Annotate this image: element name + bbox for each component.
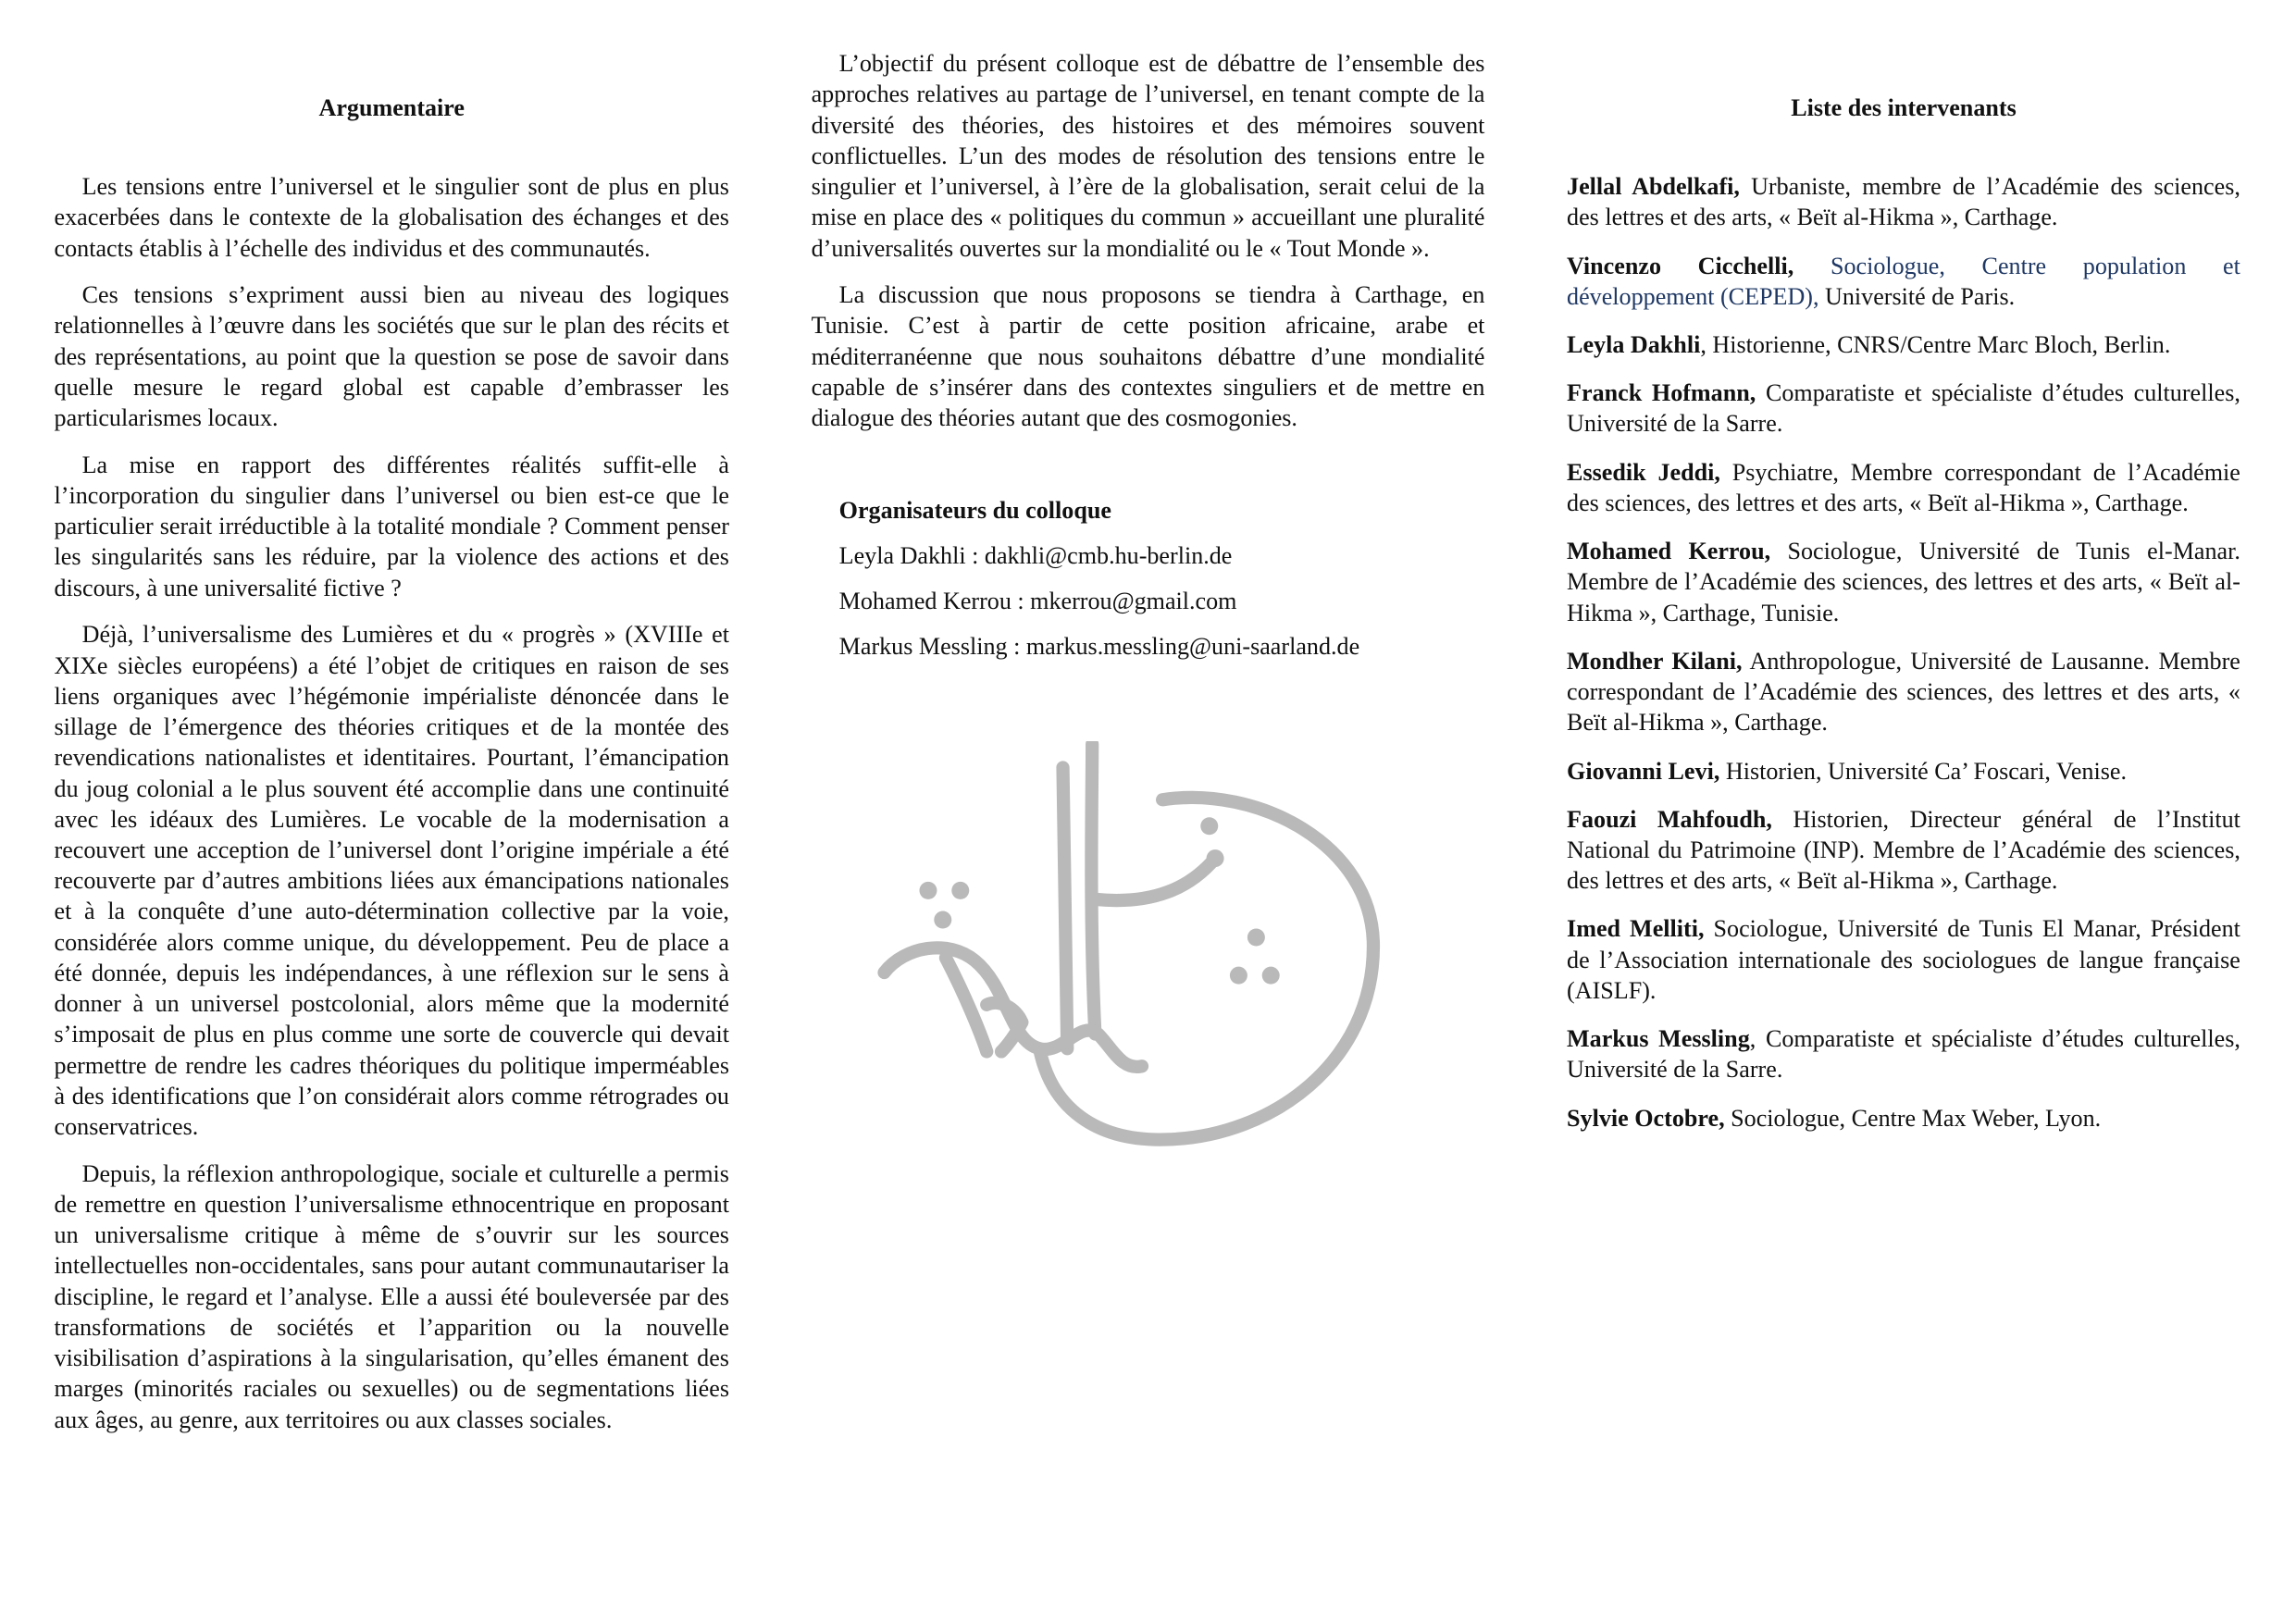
argumentaire-title: Argumentaire — [318, 93, 465, 121]
intervenant-details: Historien, Université Ca’ Foscari, Venise. — [1719, 757, 2127, 785]
intervenant-details: Sociologue, Université de Tunis el-Manar. Membre de l’Académie des sciences, des lettres et des arts, « Beït al-Hikma », Carthage, Tunisie. — [1567, 538, 2240, 626]
arabic-calligraphy-logo-icon — [875, 741, 1417, 1166]
intervenant-name: Essedik Jeddi, — [1567, 458, 1720, 486]
intervenant-name: Markus Messling — [1567, 1025, 1750, 1053]
intervenant-item — [1567, 457, 2240, 518]
intervenant-item — [1567, 329, 2240, 360]
intervenant-affiliation-link: Sociologue, Centre population et développement (CEPED), — [1567, 252, 2240, 310]
intervenant-name: Mondher Kilani, — [1567, 647, 1743, 675]
intervenant-name: Sylvie Octobre, — [1567, 1104, 1725, 1132]
intervenant-details: Historien, Directeur général de l’Institut National du Patrimoine (INP). Membre de l’Académie des sciences, des lettres et des arts, « Beït al-Hikma », Carthage. — [1567, 805, 2240, 895]
intervenant-details: Sociologue, Université de Tunis El Manar, Président de l’Association internationale des sociologues de langue française (AISLF). — [1567, 915, 2240, 1004]
intervenant-details: Urbaniste, membre de l’Académie des sciences, des lettres et des arts, « Beït al-Hikma », Carthage. — [1567, 173, 2240, 231]
intervenant-details: Université de Paris. — [1818, 282, 2016, 310]
intervenant-name: Jellal Abdelkafi, — [1567, 173, 1740, 201]
intervenant-details: Anthropologue, Université de Lausanne. Membre correspondant de l’Académie des sciences, des lettres et des arts, « Beït al-Hikma », Carthage. — [1567, 647, 2240, 737]
organisateurs-title: Organisateurs du colloque — [838, 496, 1111, 524]
logo-strokes — [885, 744, 1373, 1139]
objectif-paragraph: La discussion que nous proposons se tiendra à Carthage, en Tunisie. C’est à partir de cette position africaine, arabe et méditerranéenne que nous souhaitons débattre d’une mondialité capable de s’insérer dans des contextes singuliers et de mettre en dialogue des théories autant que des cosmogonies. — [811, 281, 1485, 432]
intervenants-list — [1567, 171, 2240, 1134]
objectif-column — [812, 48, 1485, 1165]
intervenant-item — [1567, 804, 2240, 897]
intervenant-name: Mohamed Kerrou, — [1567, 538, 1771, 565]
intervenant-name: Leyla Dakhli — [1567, 331, 1701, 359]
intervenant-name: Vincenzo Cicchelli, — [1567, 252, 1794, 279]
intervenant-details: Sociologue, Centre Max Weber, Lyon. — [1724, 1104, 2102, 1132]
organisateur-contact: Mohamed Kerrou : mkerrou@gmail.com — [838, 587, 1237, 614]
intervenant-name: Faouzi Mahfoudh, — [1567, 805, 1772, 833]
objectif-paragraph: L’objectif du présent colloque est de débattre de l’ensemble des approches relatives au partage de l’universel, en tenant compte de la diversité des théories, des histoires et des mémoires souvent conflictuelles. L’un des modes de résolution des tensions entre le singulier et l’universel, à l’ère de la globalisation, serait celui de la mise en place des « politiques du commun » accueillant une pluralité d’universalités ouvertes sur la mondialité ou le « Tout Monde ». — [811, 50, 1485, 262]
organisateur-contact: Leyla Dakhli : dakhli@cmb.hu-berlin.de — [838, 541, 1233, 569]
intervenant-name: Imed Melliti, — [1567, 915, 1705, 943]
intervenant-item — [1567, 171, 2240, 232]
organisateur-contact: Markus Messling : markus.messling@uni-saarland.de — [838, 633, 1360, 660]
intervenant-item — [1567, 251, 2240, 312]
intervenant-item — [1567, 646, 2240, 738]
argumentaire-paragraph: Ces tensions s’expriment aussi bien au niveau des logiques relationnelles à l’œuvre dans les sociétés que sur le plan des récits et des représentations, au point que la question se pose de savoir dans quelle mesure le regard global est capable d’embrasser les particularismes locaux. — [54, 281, 729, 432]
intervenants-title: Liste des intervenants — [1791, 93, 2017, 121]
intervenant-name: Franck Hofmann, — [1567, 379, 1756, 407]
intervenant-details: , Comparatiste et spécialiste d’études culturelles, Université de la Sarre. — [1567, 1025, 2240, 1084]
intervenant-item — [1567, 1023, 2240, 1084]
intervenant-item — [1567, 1103, 2240, 1134]
argumentaire-paragraph: La mise en rapport des différentes réalités suffit-elle à l’incorporation du singulier dans l’universel ou bien est-ce que le particulier serait irréductible à la totalité mondiale ? Comment penser les singularités sans les réduire, par la violence des actions et des discours, à une universalité fictive ? — [54, 451, 729, 601]
intervenant-details: , Historienne, CNRS/Centre Marc Bloch, Berlin. — [1700, 331, 2171, 359]
intervenant-item — [1567, 536, 2240, 628]
intervenant-name: Giovanni Levi, — [1567, 757, 1720, 785]
intervenant-item — [1567, 913, 2240, 1006]
argumentaire-column — [55, 93, 729, 1452]
intervenant-item — [1567, 378, 2240, 439]
intervenant-item — [1567, 756, 2240, 787]
argumentaire-paragraph: Depuis, la réflexion anthropologique, sociale et culturelle a permis de remettre en question l’universalisme ethnocentrique en proposant un universalisme critique à même de s’ouvrir sur les sources intellectuelles non-occidentales, sans pour autant communautariser la discipline, le regard et l’analyse. Elle a aussi été bouleversée par des transformations de sociétés et l’apparition ou la nouvelle visibilisation d’aspirations à la singularisation, qu’elles émanent des marges (minorités raciales ou sexuelles) ou de segmentations liées aux âges, au genre, aux territoires ou aux classes sociales. — [54, 1159, 729, 1433]
argumentaire-paragraph: Les tensions entre l’universel et le singulier sont de plus en plus exacerbées dans le contexte de la globalisation des échanges et des contacts établis à l’échelle des individus et des communautés. — [54, 173, 729, 262]
intervenant-details: Psychiatre, Membre correspondant de l’Académie des sciences, des lettres et des arts, « Beït al-Hikma », Carthage. — [1567, 458, 2240, 516]
organisateurs-block — [812, 495, 1485, 662]
intervenant-details: Comparatiste et spécialiste d’études culturelles, Université de la Sarre. — [1567, 379, 2240, 438]
intervenants-column — [1567, 93, 2240, 1151]
argumentaire-paragraph: Déjà, l’universalisme des Lumières et du « progrès » (XVIIIe et XIXe siècles européens) a été l’objet de critiques en raison de ses liens organiques avec l’hégémonie impérialiste dénoncée dans le sillage de l’émergence des théories critiques et de la montée des revendications nationalistes et identitaires. Pourtant, l’émancipation du joug colonial a le plus souvent été accomplie dans une continuité avec les idéaux des Lumières. Le vocable de la modernisation a recouvert une acception de l’universel dont l’origine impériale a été recouverte par d’autres ambitions liées aux émancipations nationales et à la conquête d’une auto-détermination collective par la voie, considérée alors comme unique, du développement. Peu de place a été donnée, depuis les indépendances, à une réflexion sur le sens à donner à un universel postcolonial, alors même que la modernité s’imposait de plus en plus comme une sorte de couvercle qui devait permettre de rendre les cadres théoriques du politique imperméables à des identifications que l’on considérait alors comme rétrogrades ou conservatrices. — [54, 621, 729, 1141]
